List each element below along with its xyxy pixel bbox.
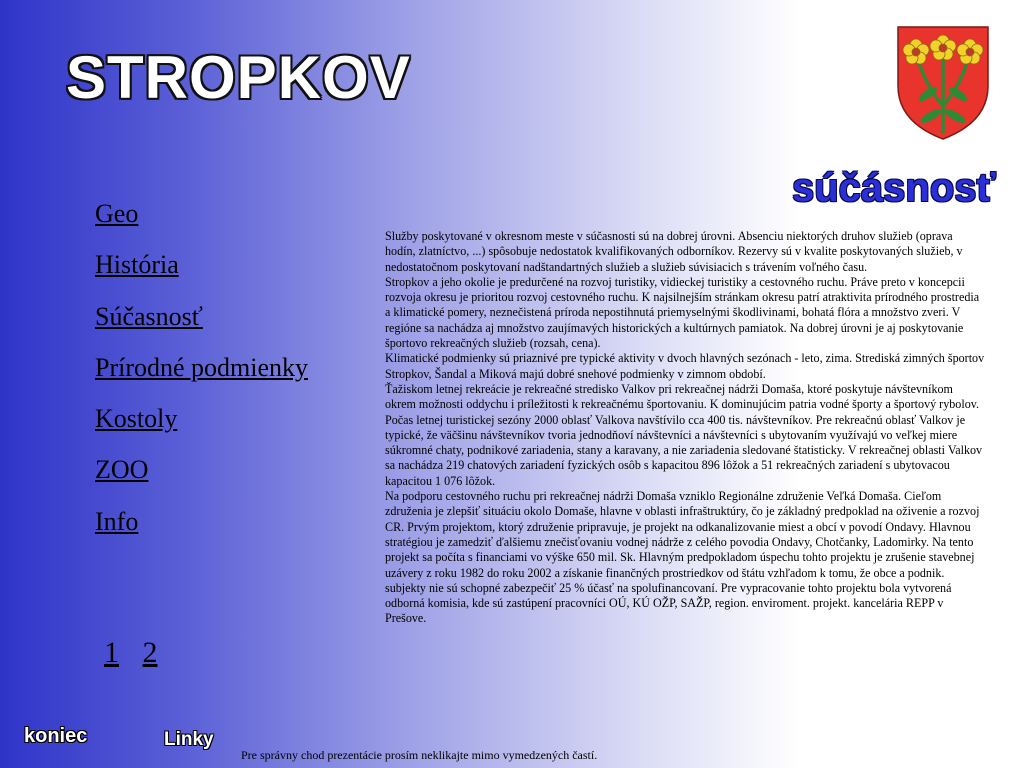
page-title: STROPKOV	[66, 44, 411, 111]
main-nav	[95, 188, 308, 547]
page-link-2[interactable]: 2	[142, 636, 158, 669]
content-paragraph: Na podporu cestovného ruchu pri rekreačnej nádrži Domaša vzniklo Regionálne združenie Veľká Domaša. Cieľom združenia je zlepšiť situáciu okolo Domaše, hlavne v oblasti infraštruktúry, čo je základný predpoklad na oživenie a rozvoj CR. Prvým projektom, ktorý združenie pripravuje, je projekt na odkanalizovanie miest a obcí v povodí Ondavy. Hlavnou stratégiou je zamedziť ďalšiemu znečisťovaniu vodnej nádrže z celého povodia Ondavy, Chotčanky, Ladomirky. Na tento projekt sa počíta s financiami vo výške 650 mil. Sk. Hlavným predpokladom úspechu tohto projektu je zrušenie stavebnej uzávery z roku 1982 do roku 2002 a získanie finančných prostriedkov od štátu vzhľadom k tomu, že obce a podnik. subjekty nie sú schopné zabezpečiť 25 % účasť na spolufinancovaní. Pre vypracovanie tohto projektu bola vytvorená odborná komisia, kde sú zastúpení pracovníci OÚ, KÚ OŽP, SAŽP, region. enviroment. projekt. kancelária REPP v Prešove.	[385, 489, 980, 626]
nav-item-prirodne-podmienky[interactable]: Prírodné podmienky	[95, 352, 309, 382]
nav-item-historia[interactable]: História	[95, 250, 179, 280]
links-button[interactable]: Linky	[164, 729, 214, 750]
end-button[interactable]: koniec	[24, 725, 88, 747]
footer-note: Pre správny chod prezentácie prosím neklikajte mimo vymedzených častí.	[241, 748, 598, 762]
content-paragraph: Stropkov a jeho okolie je predurčené na rozvoj turistiky, vidieckej turistiky a cestovného ruchu. Práve preto v koncepcii rozvoja okresu je prioritou rozvoj cestovného ruchu. K najsilnejším stránkam okresu patrí atraktivita prírodného prostredia a klimatické pomery, neznečistená príroda nepostihnutá priemyselnými škodlivinami, bohatá flóra a množstvo zveri. V regióne sa nachádza aj množstvo zaujímavých historických a kultúrnych pamiatok. Na dobrej úrovni je aj poskytovanie športovo rekreačných služieb (rozsah, cena).	[385, 274, 980, 351]
section-title: súčásnosť	[792, 166, 996, 210]
nav-item-info[interactable]: Info	[95, 506, 139, 536]
coat-of-arms-icon	[894, 24, 992, 142]
content-text	[385, 229, 985, 627]
nav-item-geo[interactable]: Geo	[95, 199, 139, 228]
nav-item-kostoly[interactable]: Kostoly	[95, 404, 178, 434]
nav-item-sucasnost[interactable]: Súčasnosť	[95, 301, 203, 331]
content-paragraph: Klimatické podmienky sú priaznivé pre typické aktivity v dvoch hlavných sezónach - leto, zima. Strediská zimných športov Stropkov, Šandal a Miková majú dobré snehové podmienky v zimnom období.	[385, 351, 985, 381]
content-paragraph: Ťažiskom letnej rekreácie je rekreačné stredisko Valkov pri rekreačnej nádrži Domaša, ktoré poskytuje návštevníkom okrem možnosti oddychu i príležitosti k rekreačnému športovaniu. K dominujúcim patria vodné športy a športový rybolov. Počas letnej turistickej sezóny 2000 oblasť Valkova navštívilo cca 400 tis. návštevníkov. Pre rekreačnú oblasť Valkov je typické, že väčšinu návštevníkov tvoria jednodňoví návštevníci a návštevníci s ubytovaním využívajú vo veľkej miere súkromné chaty, podnikové zariadenia, stany a karavany, a nie zariadenia sledované štatisticky. V rekreačnej oblasti Valkov sa nachádza 219 chatových zariadení fyzických osôb s kapacitou 896 lôžok a 51 rekreačných zariadení s ubytovacou kapacitou 1 076 lôžok.	[385, 381, 983, 488]
nav-item-zoo[interactable]: ZOO	[95, 455, 149, 485]
pagination	[104, 636, 174, 670]
page-link-1[interactable]: 1	[104, 636, 119, 669]
content-paragraph: Služby poskytované v okresnom meste v súčasnosti sú na dobrej úrovni. Absenciu niektorých druhov služieb (oprava hodín, zlatníctvo, ...) spôsobuje nedostatok kvalifikovaných odborníkov. Rezervy sú v kvalite poskytovaných služieb, v nedostatočnom poskytovaní nadštandartných služieb a služieb súvisiacich s trávením voľného času.	[385, 229, 963, 274]
